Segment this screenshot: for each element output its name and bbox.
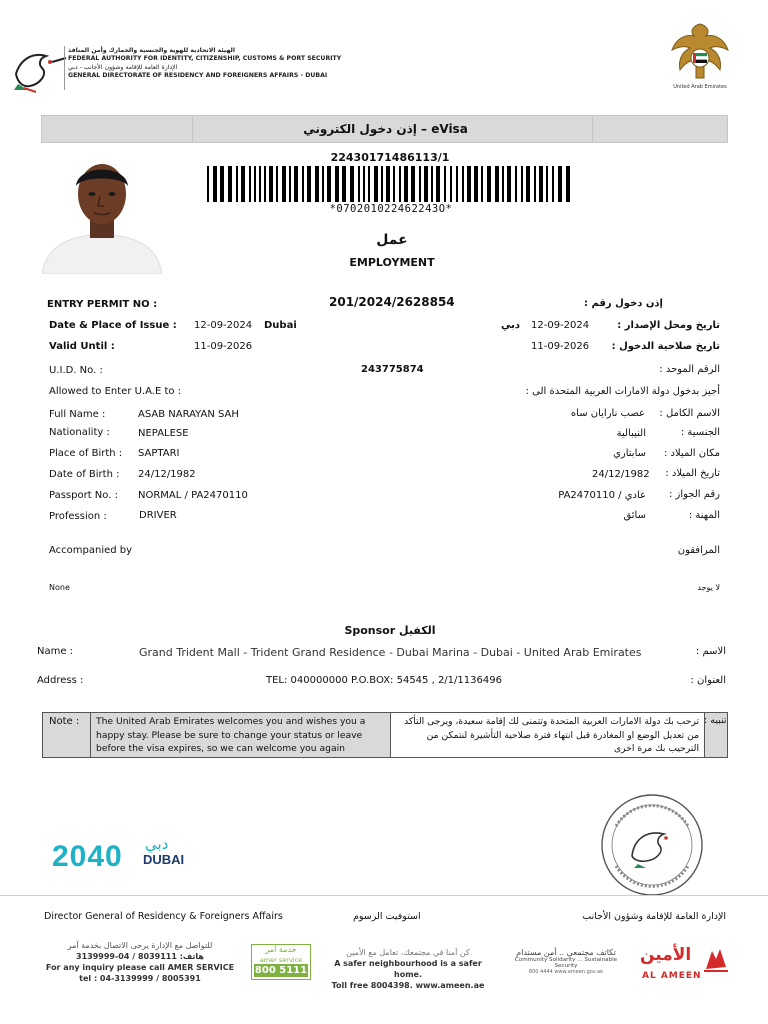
barcode-bar (386, 166, 390, 202)
barcode-bar (322, 166, 324, 202)
accompanied-value: None (49, 583, 70, 592)
falcon-logo-icon (10, 44, 68, 94)
fees-paid-ar: استوفيت الرسوم (353, 911, 421, 922)
contact-en-2: tel : 04-3139999 / 8005391 (79, 974, 201, 983)
note-table (42, 712, 728, 758)
barcode (205, 166, 577, 202)
barcode-text: *070201022462243O* (329, 203, 453, 215)
ameen-toll-free: Toll free 8004398. www.ameen.ae (331, 981, 485, 990)
date-of-birth: 24/12/1982 (138, 469, 196, 480)
sponsor-address: TEL: 040000000 P.O.BOX: 54545 , 2/1/1136496 (266, 675, 502, 686)
barcode-bar (411, 166, 415, 202)
allowed-label-ar: أجيز بدخول دولة الامارات العربية المتحدة الى : (525, 386, 720, 397)
full-name-label: Full Name : (49, 409, 106, 420)
amer-service-logo (251, 944, 311, 980)
person-photo-icon (42, 158, 162, 274)
barcode-bar (282, 166, 286, 202)
footer-divider (0, 895, 768, 896)
dubai-2040-number: 2040 (52, 840, 123, 873)
barcode-bar (327, 166, 331, 202)
accompanied-value-ar: لا يوجد (697, 583, 720, 592)
full-name-ar: عصب نارايان ساه (570, 408, 645, 419)
barcode-bar (507, 166, 511, 202)
nationality-label: Nationality : (49, 427, 110, 438)
issue-place: Dubai (264, 320, 297, 331)
barcode-bar (276, 166, 278, 202)
community-ar: تكاتف مجتمعي .. أمن مستدام (516, 948, 616, 957)
entry-permit-label: ENTRY PERMIT NO : (47, 299, 158, 310)
dubai-en-text: DUBAI (143, 852, 185, 867)
barcode-bar (342, 166, 346, 202)
barcode-bar (289, 166, 291, 202)
profession-label-ar: المهنة : (688, 510, 720, 521)
full-name-label-ar: الاسم الكامل : (659, 408, 720, 419)
ameen-logo-en: AL AMEEN (642, 971, 702, 981)
full-name: ASAB NARAYAN SAH (138, 409, 239, 420)
valid-until-date-ar: 11-09-2026 (531, 341, 590, 352)
barcode-bar (462, 166, 464, 202)
barcode-bar (302, 166, 304, 202)
issue-label-ar: تاريخ ومحل الإصدار : (617, 320, 720, 331)
evisa-title: إذن دخول الكتروني – eVisa (303, 122, 468, 136)
uae-falcon-emblem-icon (668, 20, 732, 84)
issue-date-ar: 12-09-2024 (531, 320, 590, 331)
barcode-bar (335, 166, 339, 202)
sponsor-name-label: Name : (37, 646, 74, 657)
barcode-bar (241, 166, 245, 202)
barcode-bar (294, 166, 298, 202)
evisa-title-bar (41, 115, 728, 143)
barcode-bar (358, 166, 360, 202)
visa-type-en: EMPLOYMENT (349, 256, 435, 269)
entry-permit-label-ar: إذن دخول رقم : (584, 298, 663, 309)
barcode-bar (213, 166, 217, 202)
ameen-slogan-block (322, 947, 494, 991)
sponsor-title: Sponsor الكفيل (344, 624, 436, 637)
director-signature-en: Director General of Residency & Foreigners Affairs (44, 911, 283, 922)
barcode-bar (393, 166, 395, 202)
sponsor-name-label-ar: الاسم : (695, 646, 726, 657)
uid-number: 243775874 (361, 364, 424, 375)
contact-ar-2: هاتف: 8039111 / 04-3139999 (76, 952, 204, 961)
contact-ar-1: للتواصل مع الإدارة يرجى الاتصال بخدمة آمر (67, 941, 213, 950)
barcode-bar (368, 166, 370, 202)
profession-label: Profession : (49, 511, 107, 522)
barcode-bar (467, 166, 471, 202)
barcode-bar (566, 166, 570, 202)
barcode-bar (399, 166, 401, 202)
issue-label: Date & Place of Issue : (49, 320, 177, 331)
profession-ar: سائق (623, 510, 646, 521)
authority-name-en: FEDERAL AUTHORITY FOR IDENTITY, CITIZENSHIP, CUSTOMS & PORT SECURITY (68, 55, 342, 63)
sponsor-address-label-ar: العنوان : (690, 675, 726, 686)
reference-number: 22430171486113/1 (330, 151, 450, 164)
barcode-bar (436, 166, 440, 202)
issue-date: 12-09-2024 (194, 320, 253, 331)
passport-label-ar: رقم الجواز : (668, 489, 720, 500)
barcode-bar (249, 166, 251, 202)
profession: DRIVER (139, 510, 177, 521)
al-ameen-logo (640, 945, 736, 985)
amer-ar: خدمة آمر (265, 945, 297, 954)
barcode-icon (205, 166, 577, 202)
barcode-bar (487, 166, 491, 202)
ameen-slogan-en: A safer neighbourhood is a safer home. (334, 959, 482, 979)
directorate-name-ar: الإدارة العامة للإقامة وشؤون الأجانب - دبي (68, 63, 178, 71)
passport-number-ar: عادي / PA2470110 (558, 490, 646, 501)
barcode-bar (419, 166, 421, 202)
uid-label: U.I.D. No. : (49, 365, 103, 376)
amer-en: amer service (259, 956, 303, 964)
place-of-birth: SAPTARI (138, 448, 180, 459)
barcode-bar (546, 166, 548, 202)
authority-name-ar: الهيئة الاتحادية للهوية والجنسية والجمارك وأمن المنافذ (68, 47, 235, 54)
date-of-birth-ar: 24/12/1982 (592, 469, 650, 480)
date-of-birth-label-ar: تاريخ الميلاد : (665, 468, 720, 479)
ameen-hand-icon (702, 947, 730, 973)
valid-until-label-ar: تاريخ صلاحية الدخول : (611, 341, 720, 352)
dubai-2040-logo (52, 836, 202, 876)
barcode-bar (381, 166, 383, 202)
valid-until-date: 11-09-2026 (194, 341, 253, 352)
community-block (505, 948, 627, 975)
nationality-ar: النيبالية (616, 428, 646, 439)
barcode-bar (552, 166, 554, 202)
barcode-bar (269, 166, 273, 202)
director-signature-ar: الإدارة العامة للإقامة وشؤون الأجانب (582, 911, 726, 922)
barcode-bar (521, 166, 523, 202)
ameen-slogan-ar: كن آمنا في مجتمعك، تعامل مع الأمين (346, 948, 470, 957)
official-stamp (596, 790, 708, 900)
dubai-ar-text: دبي (145, 835, 169, 853)
barcode-bar (474, 166, 478, 202)
uid-label-ar: الرقم الموحد : (659, 364, 720, 375)
place-of-birth-ar: سابتاري (613, 448, 646, 459)
barcode-bar (444, 166, 446, 202)
barcode-bar (350, 166, 354, 202)
barcode-bar (374, 166, 378, 202)
authority-text (68, 47, 341, 81)
allowed-label: Allowed to Enter U.A.E to : (49, 386, 182, 397)
passport-number: NORMAL / PA2470110 (138, 490, 248, 501)
issue-place-ar: دبي (500, 320, 520, 331)
community-small: 800 4444 www.ameen.gov.ae (528, 969, 604, 975)
directorate-name-en: GENERAL DIRECTORATE OF RESIDENCY AND FOREIGNERS AFFAIRS - DUBAI (68, 72, 328, 80)
barcode-bar (431, 166, 433, 202)
ameen-logo-ar: الأمين (640, 945, 692, 965)
place-of-birth-label: Place of Birth : (49, 448, 123, 459)
barcode-bar (264, 166, 266, 202)
barcode-bar (558, 166, 562, 202)
barcode-bar (236, 166, 238, 202)
barcode-bar (515, 166, 517, 202)
barcode-bar (495, 166, 499, 202)
barcode-bar (456, 166, 458, 202)
barcode-bar (502, 166, 504, 202)
applicant-photo (42, 158, 162, 274)
contact-en-1: For any inquiry please call AMER SERVICE (45, 963, 235, 972)
stamp-seal-icon (596, 790, 708, 900)
barcode-bar (315, 166, 319, 202)
uae-emblem (668, 20, 732, 94)
place-of-birth-label-ar: مكان الميلاد : (663, 448, 720, 459)
barcode-bar (450, 166, 452, 202)
barcode-bar (481, 166, 483, 202)
logo-divider (64, 46, 65, 90)
barcode-bar (404, 166, 408, 202)
date-of-birth-label: Date of Birth : (49, 469, 120, 480)
sponsor-name: Grand Trident Mall - Trident Grand Residence - Dubai Marina - Dubai - United Arab Emirates (139, 646, 642, 659)
note-text-ar: ترحب بك دولة الامارات العربية المتحدة وتتمنى لك إقامة سعيدة، ويرجى التأكد من تعديل الوضع او المغادرة قبل انتهاء فترة صلاحية التأشيرة لنتمكن من الترحيب بك مرة اخرى (391, 713, 705, 757)
emblem-label: United Arab Emirates (673, 84, 727, 90)
note-label-ar: تنبيه : (704, 715, 727, 726)
community-en: Community Solidarity ... Sustainable Security (514, 957, 618, 969)
amer-number: 800 5111 (254, 965, 308, 976)
barcode-bar (363, 166, 365, 202)
barcode-bar (526, 166, 530, 202)
sponsor-address-label: Address : (37, 675, 84, 686)
note-text-en: The United Arab Emirates welcomes you and wishes you a happy stay. Please be sure to change your status or leave before the visa expires, so we can welcome you again (91, 713, 391, 757)
entry-permit-number: 201/2024/2628854 (329, 295, 455, 309)
barcode-bar (254, 166, 256, 202)
barcode-bar (220, 166, 224, 202)
passport-label: Passport No. : (49, 490, 118, 501)
note-label: Note : (43, 713, 91, 757)
barcode-bar (534, 166, 536, 202)
barcode-bar (424, 166, 428, 202)
barcode-bar (207, 166, 209, 202)
barcode-bar (307, 166, 311, 202)
nationality: NEPALESE (138, 428, 189, 439)
contact-block (44, 940, 236, 984)
visa-type-ar: عمل (376, 232, 408, 248)
accompanied-label: Accompanied by (49, 545, 133, 556)
barcode-bar (259, 166, 261, 202)
valid-until-label: Valid Until : (49, 341, 115, 352)
barcode-bar (539, 166, 543, 202)
barcode-bar (228, 166, 232, 202)
accompanied-label-ar: المرافقون (677, 545, 720, 556)
nationality-label-ar: الجنسية : (680, 427, 720, 438)
